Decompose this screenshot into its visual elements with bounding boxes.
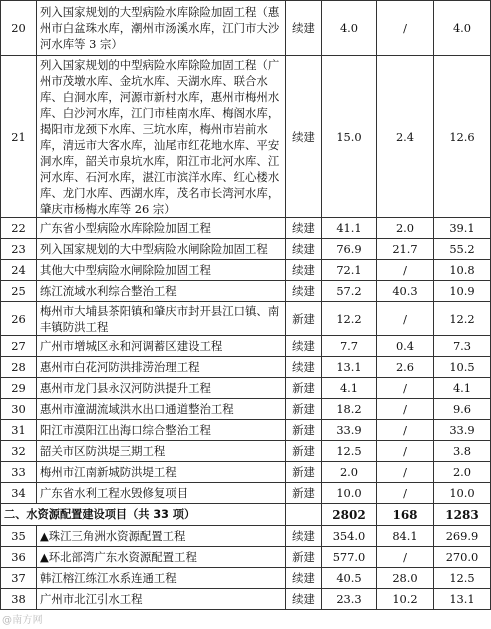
- total-investment: 33.9: [322, 420, 377, 441]
- section-provincial: 1283: [434, 504, 491, 526]
- provincial-investment: 10.8: [434, 260, 491, 281]
- provincial-investment: 12.6: [434, 56, 491, 218]
- table-row: [1, 281, 491, 302]
- total-investment: 15.0: [322, 56, 377, 218]
- construction-type: 续建: [286, 568, 322, 589]
- row-number: 24: [1, 260, 37, 281]
- construction-type: 新建: [286, 483, 322, 504]
- table-row: [1, 1, 491, 56]
- project-name: 广东省小型病险水库除险加固工程: [37, 218, 286, 239]
- row-number: 35: [1, 526, 37, 547]
- table-row: [1, 420, 491, 441]
- table-row: [1, 302, 491, 336]
- provincial-investment: 4.0: [434, 1, 491, 56]
- table-row: [1, 56, 491, 218]
- central-investment: 0.4: [377, 336, 434, 357]
- provincial-investment: 39.1: [434, 218, 491, 239]
- table-row: [1, 399, 491, 420]
- central-investment: 21.7: [377, 239, 434, 260]
- table-row: [1, 441, 491, 462]
- table-row: [1, 483, 491, 504]
- construction-type: 续建: [286, 281, 322, 302]
- table-row: [1, 526, 491, 547]
- total-investment: 23.3: [322, 589, 377, 610]
- row-number: 30: [1, 399, 37, 420]
- table-body: [1, 1, 491, 610]
- table-row: [1, 239, 491, 260]
- project-name: 广州市增城区永和河调蓄区建设工程: [37, 336, 286, 357]
- central-investment: 84.1: [377, 526, 434, 547]
- central-investment: /: [377, 302, 434, 336]
- project-name: 惠州市潼湖流域洪水出口通道整治工程: [37, 399, 286, 420]
- construction-type: 续建: [286, 239, 322, 260]
- provincial-investment: 270.0: [434, 547, 491, 568]
- row-number: 34: [1, 483, 37, 504]
- provincial-investment: 7.3: [434, 336, 491, 357]
- provincial-investment: 33.9: [434, 420, 491, 441]
- table-row: [1, 260, 491, 281]
- project-name: 列入国家规划的大中型病险水闸除险加固工程: [37, 239, 286, 260]
- total-investment: 13.1: [322, 357, 377, 378]
- construction-type: 续建: [286, 218, 322, 239]
- provincial-investment: 12.5: [434, 568, 491, 589]
- table-row: [1, 462, 491, 483]
- table-row: [1, 378, 491, 399]
- row-number: 31: [1, 420, 37, 441]
- project-name: 列入国家规划的中型病险水库除险加固工程（广州市茂墩水库、金坑水库、天湖水库、联合水库、白洞水库，河源市新村水库，惠州市梅州水库、白沙河水库，江门市桂南水库、梅阁水库，揭阳市龙颈下水库、三坑水库，梅州市岩前水库，清远市大客水库，汕尾市红花地水库、平安洞水库，韶关市泉坑水库，阳江市北河水库、江河水库、石河水库，湛江市滨洋水库、红心楼水库、龙门水库、西湖水库，茂名市长湾河水库，肇庆市杨梅水库等 26 宗）: [37, 56, 286, 218]
- row-number: 37: [1, 568, 37, 589]
- construction-type: 新建: [286, 462, 322, 483]
- row-number: 38: [1, 589, 37, 610]
- provincial-investment: 9.6: [434, 399, 491, 420]
- table-row: [1, 589, 491, 610]
- central-investment: /: [377, 462, 434, 483]
- project-name: 韩江榕江练江水系连通工程: [37, 568, 286, 589]
- total-investment: 7.7: [322, 336, 377, 357]
- central-investment: 28.0: [377, 568, 434, 589]
- central-investment: 2.0: [377, 218, 434, 239]
- section-central: 168: [377, 504, 434, 526]
- row-number: 22: [1, 218, 37, 239]
- project-name: 其他大中型病险水闸除险加固工程: [37, 260, 286, 281]
- construction-type: 新建: [286, 547, 322, 568]
- total-investment: 18.2: [322, 399, 377, 420]
- row-number: 33: [1, 462, 37, 483]
- section-type-empty: [286, 504, 322, 526]
- total-investment: 57.2: [322, 281, 377, 302]
- row-number: 25: [1, 281, 37, 302]
- project-name: 练江流域水利综合整治工程: [37, 281, 286, 302]
- central-investment: /: [377, 260, 434, 281]
- total-investment: 10.0: [322, 483, 377, 504]
- provincial-investment: 13.1: [434, 589, 491, 610]
- total-investment: 76.9: [322, 239, 377, 260]
- construction-type: 续建: [286, 589, 322, 610]
- central-investment: /: [377, 399, 434, 420]
- construction-type: 续建: [286, 1, 322, 56]
- project-name: 广州市北江引水工程: [37, 589, 286, 610]
- section-total: 2802: [322, 504, 377, 526]
- provincial-investment: 269.9: [434, 526, 491, 547]
- total-investment: 40.5: [322, 568, 377, 589]
- project-name: ▲珠江三角洲水资源配置工程: [37, 526, 286, 547]
- central-investment: /: [377, 1, 434, 56]
- row-number: 27: [1, 336, 37, 357]
- central-investment: 40.3: [377, 281, 434, 302]
- project-name: 韶关市区防洪堤三期工程: [37, 441, 286, 462]
- construction-type: 续建: [286, 526, 322, 547]
- construction-type: 续建: [286, 56, 322, 218]
- project-name: 梅州市大埔县茶阳镇和肇庆市封开县江口镇、南丰镇防洪工程: [37, 302, 286, 336]
- central-investment: /: [377, 441, 434, 462]
- project-name: 惠州市白花河防洪排涝治理工程: [37, 357, 286, 378]
- central-investment: /: [377, 378, 434, 399]
- section-row: [1, 504, 491, 526]
- row-number: 26: [1, 302, 37, 336]
- central-investment: 10.2: [377, 589, 434, 610]
- row-number: 20: [1, 1, 37, 56]
- construction-type: 新建: [286, 441, 322, 462]
- project-name: 梅州市江南新城防洪堤工程: [37, 462, 286, 483]
- central-investment: 2.6: [377, 357, 434, 378]
- total-investment: 4.1: [322, 378, 377, 399]
- provincial-investment: 2.0: [434, 462, 491, 483]
- provincial-investment: 4.1: [434, 378, 491, 399]
- total-investment: 72.1: [322, 260, 377, 281]
- provincial-investment: 10.0: [434, 483, 491, 504]
- table-row: [1, 336, 491, 357]
- total-investment: 4.0: [322, 1, 377, 56]
- construction-type: 续建: [286, 260, 322, 281]
- total-investment: 12.2: [322, 302, 377, 336]
- provincial-investment: 55.2: [434, 239, 491, 260]
- row-number: 29: [1, 378, 37, 399]
- row-number: 21: [1, 56, 37, 218]
- table-row: [1, 218, 491, 239]
- provincial-investment: 10.5: [434, 357, 491, 378]
- project-name: 惠州市龙门县永汉河防洪提升工程: [37, 378, 286, 399]
- row-number: 32: [1, 441, 37, 462]
- construction-type: 新建: [286, 378, 322, 399]
- table-row: [1, 357, 491, 378]
- central-investment: /: [377, 483, 434, 504]
- row-number: 36: [1, 547, 37, 568]
- construction-type: 续建: [286, 336, 322, 357]
- project-name: 阳江市漠阳江出海口综合整治工程: [37, 420, 286, 441]
- central-investment: 2.4: [377, 56, 434, 218]
- total-investment: 2.0: [322, 462, 377, 483]
- construction-type: 新建: [286, 302, 322, 336]
- total-investment: 577.0: [322, 547, 377, 568]
- project-name: ▲环北部湾广东水资源配置工程: [37, 547, 286, 568]
- central-investment: /: [377, 547, 434, 568]
- row-number: 23: [1, 239, 37, 260]
- construction-type: 新建: [286, 420, 322, 441]
- watermark: @南方网: [2, 615, 43, 626]
- total-investment: 354.0: [322, 526, 377, 547]
- central-investment: /: [377, 420, 434, 441]
- construction-type: 续建: [286, 357, 322, 378]
- total-investment: 41.1: [322, 218, 377, 239]
- construction-type: 新建: [286, 399, 322, 420]
- row-number: 28: [1, 357, 37, 378]
- table-row: [1, 547, 491, 568]
- project-name: 列入国家规划的大型病险水库除险加固工程（惠州市白盆珠水库，潮州市汤溪水库，江门市大沙河水库等 3 宗）: [37, 1, 286, 56]
- provincial-investment: 12.2: [434, 302, 491, 336]
- provincial-investment: 3.8: [434, 441, 491, 462]
- project-name: 广东省水利工程水毁修复项目: [37, 483, 286, 504]
- provincial-investment: 10.9: [434, 281, 491, 302]
- section-title: 二、水资源配置建设项目（共 33 项）: [1, 504, 286, 526]
- total-investment: 12.5: [322, 441, 377, 462]
- table-row: [1, 568, 491, 589]
